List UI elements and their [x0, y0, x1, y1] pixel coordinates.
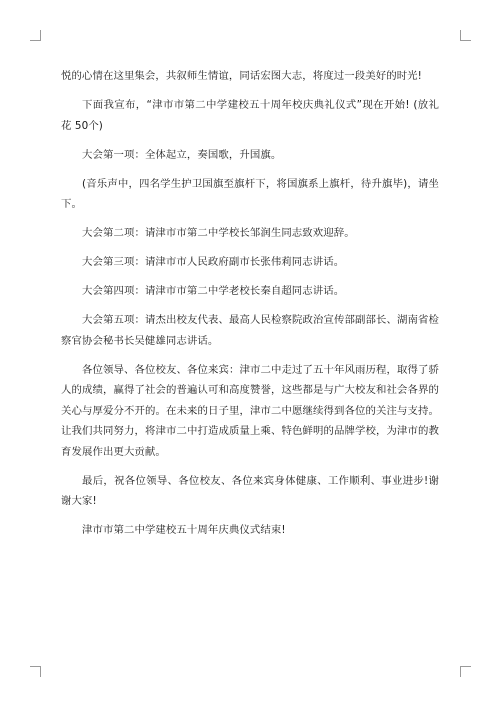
paragraph-item-4: 大会第四项：请津市市第二中学老校长秦自超同志讲话。: [82, 285, 345, 297]
paragraph-announcement: 下面我宣布，“津市市第二中学建校五十周年校庆典礼仪式”现在开始! (放礼花 50个): [61, 99, 439, 132]
paragraph-flag-raising-note: (音乐声中，四名学生护卫国旗至旗杆下，将国旗系上旗杆，待升旗毕)，请坐下。: [61, 177, 439, 210]
paragraph-opening-continuation: 悦的心情在这里集会，共叙师生情谊，同话宏图大志，将度过一段美好的时光!: [61, 70, 422, 82]
crop-mark-bottom-left: [30, 666, 41, 677]
paragraph-item-1: 大会第一项：全体起立，奏国歌，升国旗。: [82, 148, 282, 161]
paragraph-closing-wishes: 最后，祝各位领导、各位校友、各位来宾身体健康、工作顺利、事业进步!谢谢大家!: [61, 474, 439, 507]
crop-mark-bottom-right: [460, 666, 471, 677]
paragraph-ceremony-end: 津市市第二中学建校五十周年庆典仪式结束!: [82, 524, 286, 536]
crop-mark-top-left: [30, 30, 41, 41]
document-body: [61, 66, 439, 549]
crop-mark-top-right: [460, 30, 471, 41]
paragraph-address: 各位领导、各位校友、各位来宾：津市二中走过了五十年风雨历程，取得了骄人的成绩，赢得了社会的普遍认可和高度赞誉，这些都是与广大校友和社会各界的关心与厚爱分不开的。在未来的日子里，津市二中愿继续得到各位的关注与支持。让我们共同努力，将津市二中打造成质量上乘、特色鲜明的品牌学校，为津市的教育发展作出更大贡献。: [61, 363, 439, 458]
paragraph-item-5: 大会第五项：请杰出校友代表、最高人民检察院政治宣传部副部长、湖南省检察官协会秘书长吴健雄同志讲话。: [61, 314, 439, 347]
paragraph-item-2: 大会第二项：请津市市第二中学校长邹润生同志致欢迎辞。: [82, 227, 355, 239]
paragraph-item-3: 大会第三项：请津市市人民政府副市长张伟莉同志讲话。: [82, 256, 345, 268]
